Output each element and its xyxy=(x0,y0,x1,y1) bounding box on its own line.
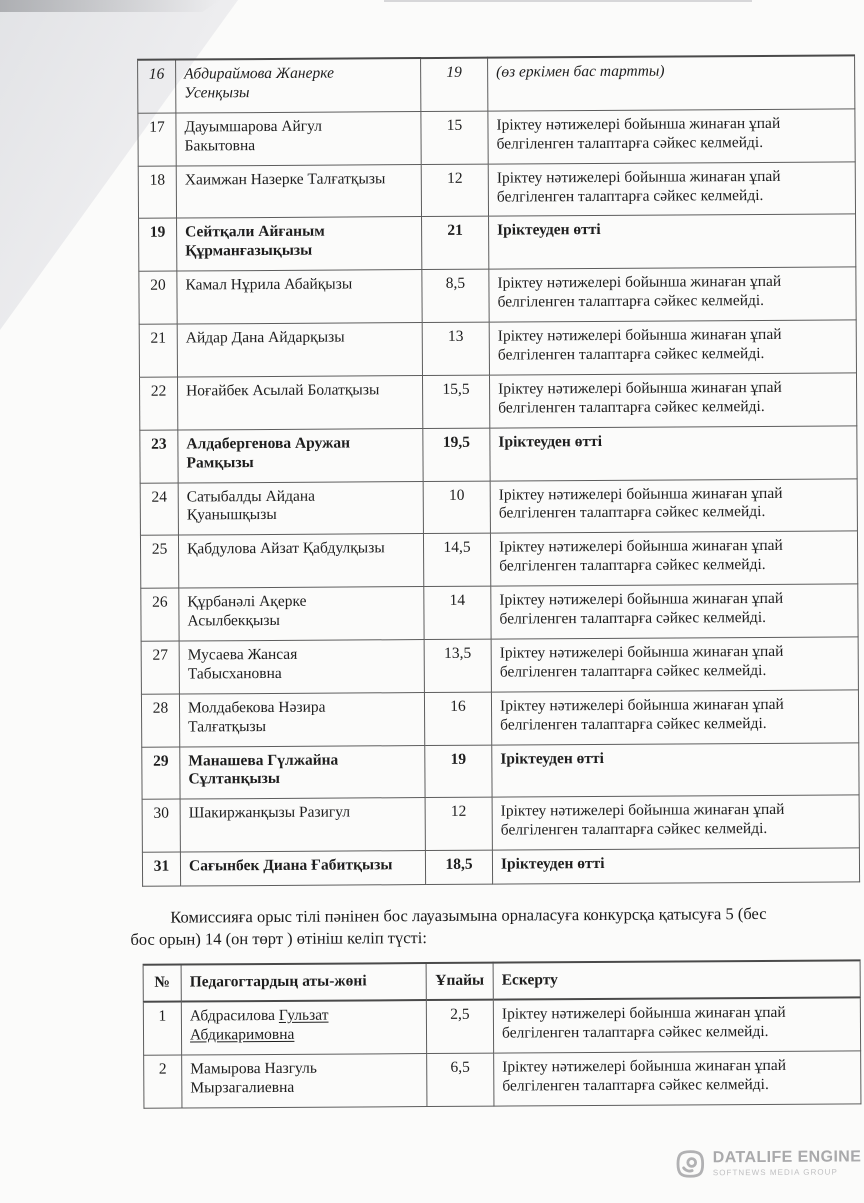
table-row xyxy=(138,55,855,113)
remark-cell: Іріктеу нәтижелері бойынша жинаған ұпай белгіленген талаптарға сәйкес келмейді. xyxy=(490,478,857,533)
row-number-cell: 1 xyxy=(143,1001,181,1055)
table-row xyxy=(142,795,859,852)
table-row xyxy=(142,742,859,799)
table-row xyxy=(141,690,858,747)
remark-cell: Іріктеу нәтижелері бойынша жинаған ұпай белгіленген талаптарға сәйкес келмейді. xyxy=(491,690,858,745)
table-row xyxy=(141,637,858,694)
score-cell: 16 xyxy=(424,692,491,745)
score-cell: 2,5 xyxy=(426,1000,493,1054)
row-number-cell: 26 xyxy=(141,588,179,641)
table-row xyxy=(140,478,857,535)
row-number-cell: 21 xyxy=(139,324,177,377)
score-cell: 19,5 xyxy=(423,428,490,481)
teacher-name-cell: Құрбанәлі Ақерке Асылбекқызы xyxy=(179,587,424,641)
table-header-row xyxy=(143,960,860,1001)
russian-language-results-table xyxy=(143,959,862,1108)
watermark-text xyxy=(713,1149,862,1178)
remark-cell: Іріктеуден өтті xyxy=(492,742,859,797)
score-cell: 19 xyxy=(421,58,488,112)
row-number-cell: 28 xyxy=(141,694,179,747)
table-row xyxy=(139,320,856,377)
column-header-score: Ұпайы xyxy=(426,963,493,1000)
teacher-name-cell: Шакиржанқызы Разигул xyxy=(180,798,425,852)
score-cell: 10 xyxy=(423,481,490,534)
teacher-name-cell: Сатыбалды Айдана Қуанышқызы xyxy=(178,481,423,535)
teacher-name-cell: Айдар Дана Айдарқызы xyxy=(177,323,422,377)
score-cell: 15,5 xyxy=(422,375,489,428)
remark-cell: Іріктеу нәтижелері бойынша жинаған ұпай белгіленген талаптарға сәйкес келмейді. xyxy=(488,109,855,164)
row-number-cell: 22 xyxy=(139,377,177,430)
teacher-name-cell: Алдабергенова Аружан Рамқызы xyxy=(178,428,423,482)
score-cell: 21 xyxy=(422,217,489,270)
remark-cell: Іріктеу нәтижелері бойынша жинаған ұпай белгіленген талаптарға сәйкес келмейді. xyxy=(493,997,860,1053)
row-number-cell: 17 xyxy=(138,113,176,166)
teacher-name-cell: Дауымшарова Айгул Бакытовна xyxy=(176,111,421,165)
table-row xyxy=(144,1051,861,1108)
remark-cell: Іріктеу нәтижелері бойынша жинаған ұпай белгіленген талаптарға сәйкес келмейді. xyxy=(489,320,856,375)
datalife-engine-watermark xyxy=(675,1147,862,1179)
row-number-cell: 24 xyxy=(140,483,178,536)
remark-cell: Іріктеу нәтижелері бойынша жинаған ұпай белгіленген талаптарға сәйкес келмейді. xyxy=(490,531,857,586)
table-row xyxy=(138,109,855,166)
row-number-cell: 18 xyxy=(138,166,176,219)
teacher-name-cell: Мамырова Назгуль Мырзагалиевна xyxy=(182,1053,427,1107)
remark-cell: Іріктеуден өтті xyxy=(490,426,857,481)
teacher-name-cell: Сағынбек Диана Ғабитқызы xyxy=(180,851,425,886)
table-row xyxy=(140,426,857,483)
remark-cell: Іріктеу нәтижелері бойынша жинаған ұпай белгіленген талаптарға сәйкес келмейді. xyxy=(494,1051,861,1106)
row-number-cell: 16 xyxy=(138,60,176,114)
table-row xyxy=(142,848,859,886)
remark-cell: Іріктеу нәтижелері бойынша жинаған ұпай белгіленген талаптарға сәйкес келмейді. xyxy=(488,162,855,217)
watermark-title: DATALIFE ENGINE xyxy=(712,1147,862,1166)
row-number-cell: 20 xyxy=(139,271,177,324)
teacher-name-cell: Абдрасилова Гульзат Абдикаримовна xyxy=(181,1000,426,1055)
commission-paragraph: Комиссияға орыс тілі пәнінен бос лауазымына орналасуға конкурсқа қатысуға 5 (бес бос орын) 14 (он төрт ) өтініш келіп түсті: xyxy=(130,903,767,949)
table-row xyxy=(139,373,856,430)
score-cell: 13,5 xyxy=(424,639,491,692)
datalife-eye-icon xyxy=(675,1148,706,1179)
remark-cell: Іріктеу нәтижелері бойынша жинаған ұпай белгіленген талаптарға сәйкес келмейді. xyxy=(489,267,856,322)
remark-cell: Іріктеуден өтті xyxy=(489,214,856,269)
teacher-name-cell: Ноғайбек Асылай Болатқызы xyxy=(177,375,422,429)
teacher-name-cell: Камал Нұрила Абайқызы xyxy=(177,270,422,324)
table-row xyxy=(141,584,858,641)
teacher-name-cell: Хаимжан Назерке Талғатқызы xyxy=(176,164,421,218)
row-number-cell: 29 xyxy=(142,747,180,800)
teacher-name-cell: Мусаева Жансая Табысхановна xyxy=(179,639,424,693)
remark-cell: Іріктеу нәтижелері бойынша жинаған ұпай белгіленген талаптарға сәйкес келмейді. xyxy=(491,637,858,692)
remark-cell: (өз еркімен бас тартты) xyxy=(488,55,855,111)
watermark-subtitle: SOFTNEWS MEDIA GROUP xyxy=(712,1167,838,1178)
column-header-note: Ескерту xyxy=(493,960,860,999)
teacher-name-cell: Сейтқали Айғаным Құрманғазықызы xyxy=(177,217,422,271)
column-header-teacher-name: Педагогтардың аты-жөні xyxy=(181,963,426,1001)
remark-cell: Іріктеуден өтті xyxy=(492,848,859,884)
table-row xyxy=(138,162,855,219)
kazakh-language-results-table xyxy=(137,54,860,886)
table-row xyxy=(139,214,856,271)
row-number-cell: 23 xyxy=(140,430,178,483)
teacher-name-cell: Қабдулова Айзат Қабдулқызы xyxy=(178,534,423,588)
remark-cell: Іріктеу нәтижелері бойынша жинаған ұпай белгіленген талаптарға сәйкес келмейді. xyxy=(489,373,856,428)
row-number-cell: 27 xyxy=(141,641,179,694)
row-number-cell: 25 xyxy=(140,535,178,588)
score-cell: 12 xyxy=(421,164,488,217)
remark-cell: Іріктеу нәтижелері бойынша жинаған ұпай белгіленген талаптарға сәйкес келмейді. xyxy=(492,795,859,850)
score-cell: 12 xyxy=(425,798,492,851)
score-cell: 8,5 xyxy=(422,269,489,322)
score-cell: 6,5 xyxy=(427,1053,494,1106)
remark-cell: Іріктеу нәтижелері бойынша жинаған ұпай белгіленген талаптарға сәйкес келмейді. xyxy=(491,584,858,639)
teacher-name-cell: Абдираймова Жанерке Усенқызы xyxy=(176,58,421,113)
column-header-number: № xyxy=(143,965,181,1002)
score-cell: 19 xyxy=(425,745,492,798)
table-row xyxy=(140,531,857,588)
row-number-cell: 30 xyxy=(142,799,180,852)
score-cell: 14 xyxy=(424,586,491,639)
teacher-name-cell: Манашева Гүлжайна Сұлтанқызы xyxy=(180,745,425,799)
table-row xyxy=(143,997,860,1055)
score-cell: 15 xyxy=(421,111,488,164)
row-number-cell: 2 xyxy=(144,1055,182,1108)
table-row xyxy=(139,267,856,324)
score-cell: 13 xyxy=(422,322,489,375)
row-number-cell: 19 xyxy=(139,218,177,271)
score-cell: 18,5 xyxy=(425,850,492,884)
teacher-name-cell: Молдабекова Нәзира Талғатқызы xyxy=(179,692,424,746)
score-cell: 14,5 xyxy=(423,533,490,586)
row-number-cell: 31 xyxy=(142,852,180,886)
